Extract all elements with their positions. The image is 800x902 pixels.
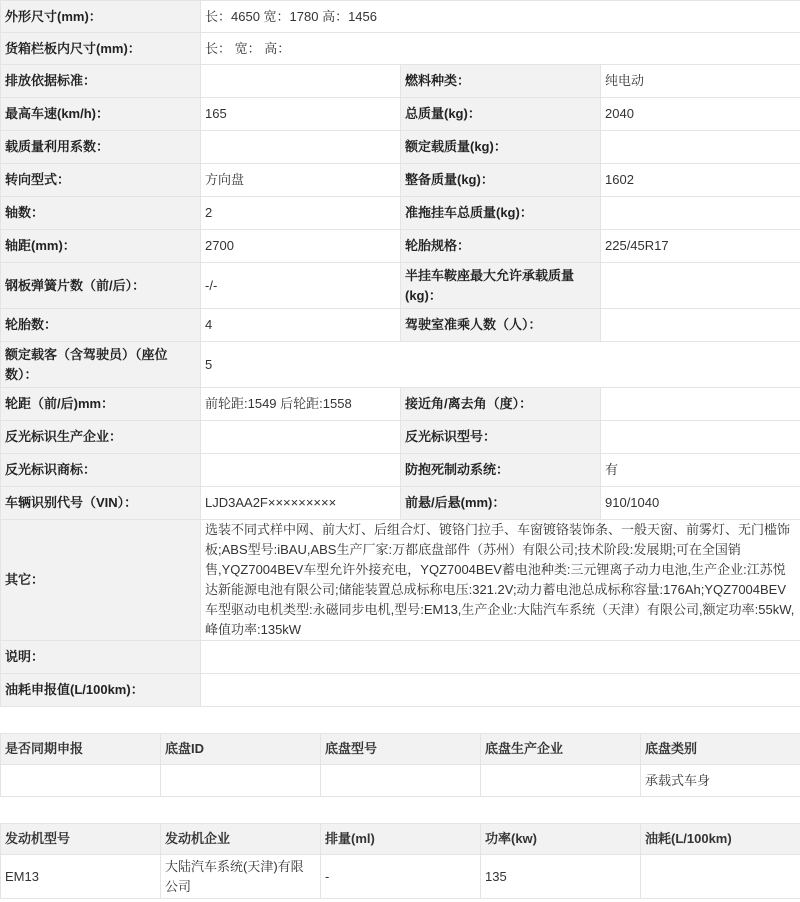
chassis-header-cell: 底盘型号 [321,734,481,765]
spec-value: 纯电动 [601,65,800,98]
spec-label: 反光标识型号： [401,421,601,454]
spec-label: 轮胎数： [1,309,201,342]
engine-header-row [1,824,800,855]
spec-value: 长： 宽： 高： [201,33,800,65]
chassis-data-cell [321,765,481,797]
spec-label: 轮胎规格： [401,230,601,263]
spec-label: 准拖挂车总质量(kg)： [401,197,601,230]
engine-data-cell [641,855,800,899]
spec-value: 2 [201,197,401,230]
spec-row [1,197,800,230]
chassis-table [0,733,800,797]
spec-row [1,520,800,641]
spec-row [1,454,800,487]
chassis-data-row [1,765,800,797]
chassis-header-row [1,734,800,765]
section-gap [0,707,800,733]
engine-header-cell: 排量(ml) [321,824,481,855]
spec-value: 有 [601,454,800,487]
engine-data-cell: 135 [481,855,641,899]
spec-row [1,309,800,342]
spec-value [201,65,401,98]
spec-value: 910/1040 [601,487,800,520]
spec-row [1,674,800,707]
spec-value: 1602 [601,164,800,197]
spec-row [1,342,800,388]
engine-table [0,823,800,899]
spec-value: 长：4650 宽：1780 高：1456 [201,1,800,33]
engine-header-cell: 发动机企业 [161,824,321,855]
spec-label: 说明： [1,641,201,674]
spec-label: 前悬/后悬(mm)： [401,487,601,520]
spec-row [1,421,800,454]
spec-row [1,65,800,98]
spec-value: 5 [201,342,800,388]
spec-value [601,197,800,230]
spec-row [1,33,800,65]
spec-row [1,164,800,197]
spec-label: 载质量利用系数： [1,131,201,164]
chassis-data-cell [481,765,641,797]
chassis-data-cell: 承载式车身 [641,765,800,797]
spec-label: 燃料种类： [401,65,601,98]
spec-value: 2700 [201,230,401,263]
spec-row [1,131,800,164]
spec-value [201,641,800,674]
spec-label: 油耗申报值(L/100km)： [1,674,201,707]
spec-value [601,131,800,164]
engine-header-cell: 功率(kw) [481,824,641,855]
spec-label: 接近角/离去角（度）： [401,388,601,421]
spec-row [1,1,800,33]
spec-label: 额定载质量(kg)： [401,131,601,164]
engine-data-row [1,855,800,899]
spec-label: 轴数： [1,197,201,230]
spec-value: 165 [201,98,401,131]
spec-label: 反光标识商标： [1,454,201,487]
spec-value [201,421,401,454]
spec-value [601,421,800,454]
engine-data-cell: EM13 [1,855,161,899]
chassis-header-cell: 底盘生产企业 [481,734,641,765]
engine-header-cell: 油耗(L/100km) [641,824,800,855]
spec-label: 额定载客（含驾驶员）（座位数）： [1,342,201,388]
chassis-data-cell [1,765,161,797]
spec-label: 驾驶室准乘人数（人）： [401,309,601,342]
spec-label: 钢板弹簧片数（前/后）： [1,263,201,309]
chassis-header-cell: 底盘类别 [641,734,800,765]
spec-value [601,263,800,309]
spec-row [1,487,800,520]
spec-label: 其它： [1,520,201,641]
spec-row [1,641,800,674]
spec-value: 2040 [601,98,800,131]
spec-value: 选装不同式样中网、前大灯、后组合灯、镀铬门拉手、车窗镀铬装饰条、一般天窗、前雾灯、无门槛饰板;ABS型号:iBAU,ABS生产厂家:万都底盘部件（苏州）有限公司;技术阶段:发展期;可在全国销售,YQZ7004BEV车型允许外接充电，YQZ7004BEV蓄电池种类:三元锂离子动力电池,生产企业:江苏悦达新能源电池有限公司;储能装置总成标称电压:321.2V;动力蓄电池总成标称容量:176Ah;YQZ7004BEV车型驱动电机类型:永磁同步电机,型号:EM13,生产企业:大陆汽车系统（天津）有限公司,额定功率:55kW,峰值功率:135kW [201,520,800,641]
spec-label: 外形尺寸(mm)： [1,1,201,33]
spec-row [1,263,800,309]
spec-label: 排放依据标准： [1,65,201,98]
spec-row [1,98,800,131]
spec-label: 防抱死制动系统： [401,454,601,487]
engine-data-cell: - [321,855,481,899]
spec-value [201,454,401,487]
spec-label: 总质量(kg)： [401,98,601,131]
engine-header-cell: 发动机型号 [1,824,161,855]
chassis-data-cell [161,765,321,797]
spec-label: 半挂车鞍座最大允许承载质量(kg)： [401,263,601,309]
spec-label: 最高车速(km/h)： [1,98,201,131]
spec-label: 轮距（前/后)mm： [1,388,201,421]
engine-data-cell: 大陆汽车系统(天津)有限公司 [161,855,321,899]
spec-label: 货箱栏板内尺寸(mm)： [1,33,201,65]
chassis-header-cell: 底盘ID [161,734,321,765]
spec-value: LJD3AA2F××××××××× [201,487,401,520]
spec-label: 反光标识生产企业： [1,421,201,454]
spec-value [601,388,800,421]
spec-label: 车辆识别代号（VIN）： [1,487,201,520]
spec-value: 前轮距:1549 后轮距:1558 [201,388,401,421]
spec-value: 225/45R17 [601,230,800,263]
spec-label: 转向型式： [1,164,201,197]
spec-value: 方向盘 [201,164,401,197]
section-gap [0,797,800,823]
spec-label: 整备质量(kg)： [401,164,601,197]
spec-value [201,131,401,164]
spec-row [1,388,800,421]
chassis-header-cell: 是否同期申报 [1,734,161,765]
spec-value: -/- [201,263,401,309]
spec-value: 4 [201,309,401,342]
spec-label: 轴距(mm)： [1,230,201,263]
spec-row [1,230,800,263]
spec-value [601,309,800,342]
spec-value [201,674,800,707]
